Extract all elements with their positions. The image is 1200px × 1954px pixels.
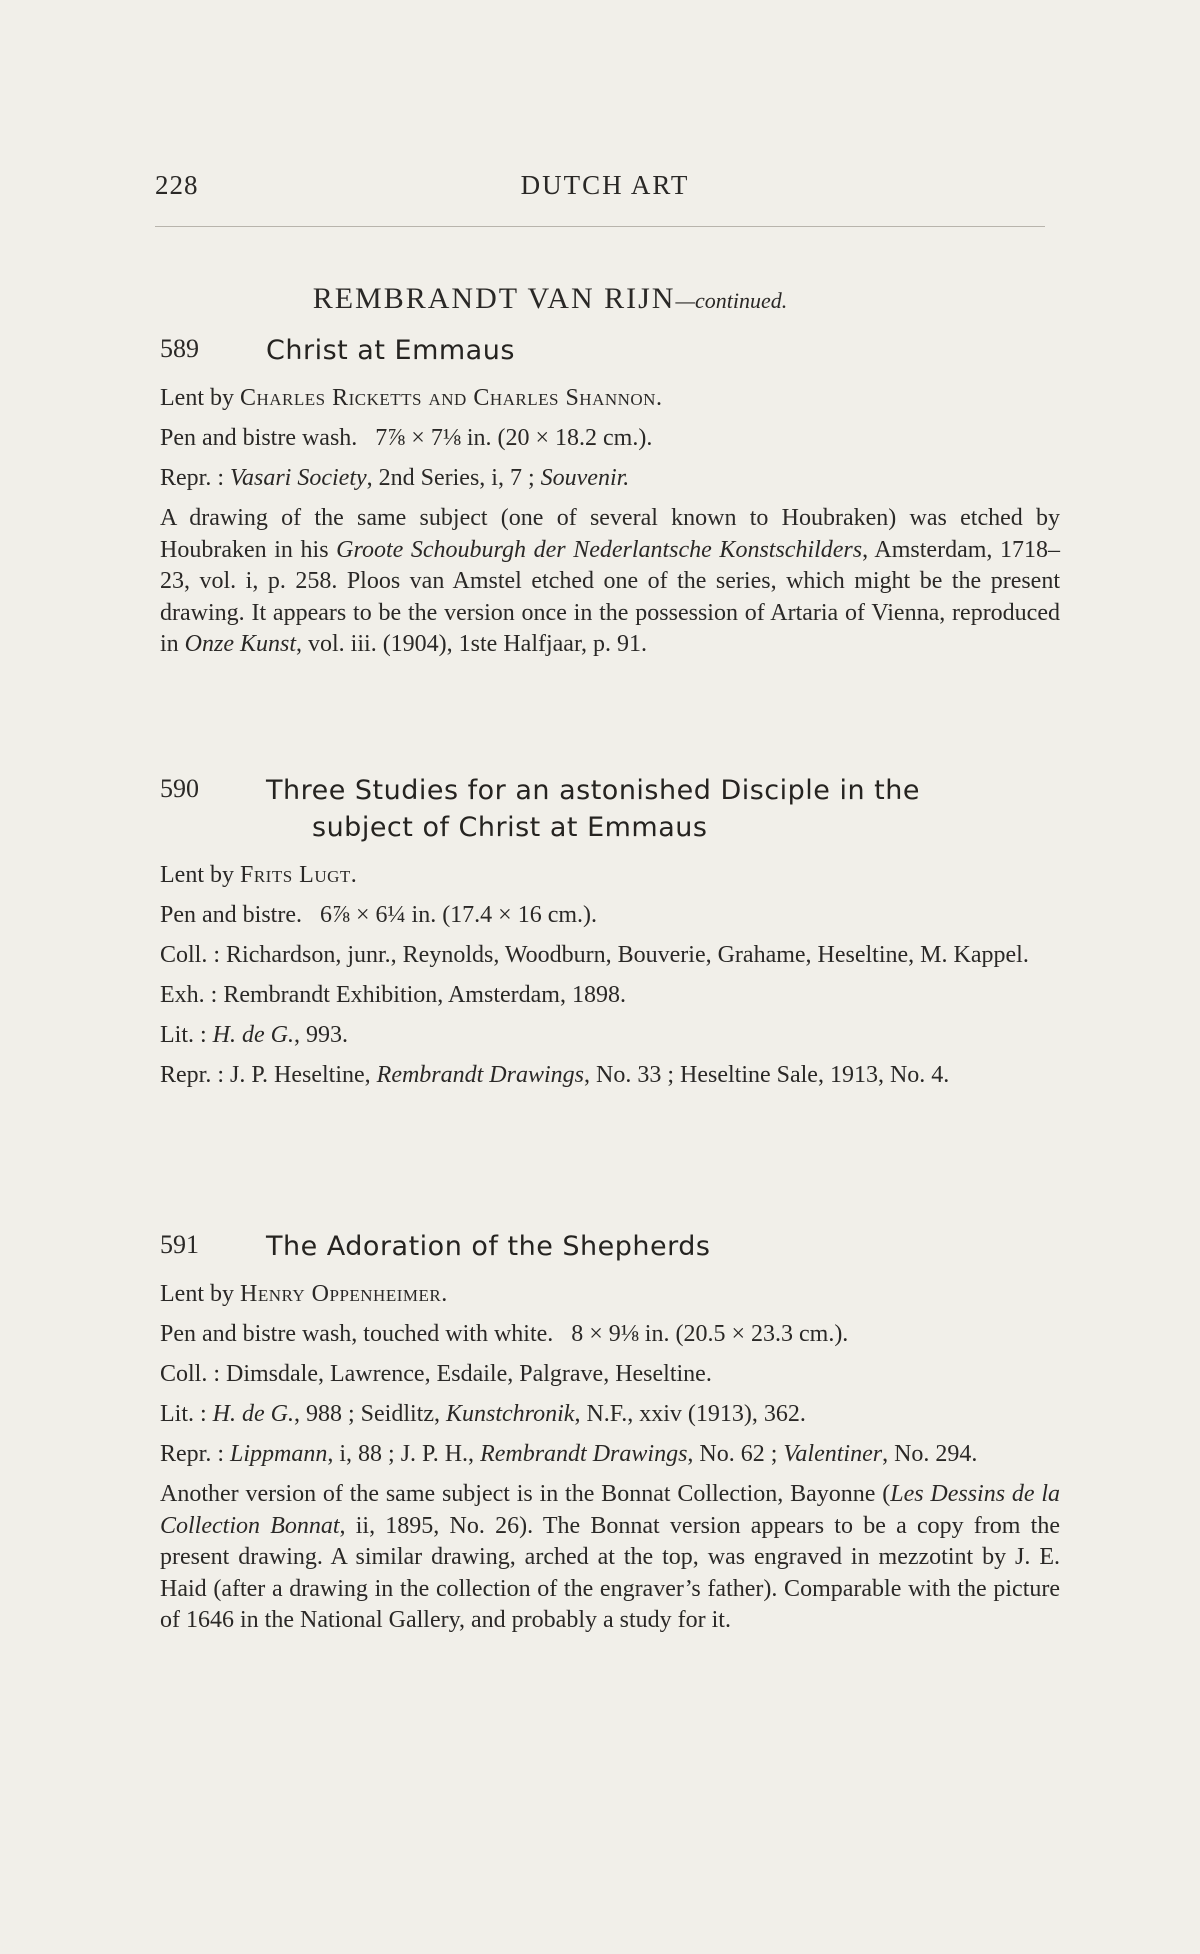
lit-title-1: H. de G. [212,1022,294,1048]
lender-line [160,383,1060,414]
lender-line [160,860,1060,891]
note-part-1: Another version of the same subject is in the Bonnat Collection, Bayonne ( [160,1481,891,1507]
running-head [155,170,1055,206]
repr-title-1: Vasari Society [230,465,367,491]
note-part-1: A drawing of the same subject (one of several known to Houbraken) was etched by Houbraken in his [160,505,1060,563]
entry-number: 591 [160,1230,199,1259]
lender-names: Frits Lugt. [239,862,358,888]
dimensions-text: 6⅞ × 6¼ in. (17.4 × 16 cm.). [319,902,598,928]
lent-by-label: Lent by [160,862,234,888]
repr-title-1: Rembrandt Drawings [376,1062,584,1088]
exhibition-line: Exh. : Rembrandt Exhibition, Amsterdam, 1898. [160,982,626,1008]
repr-title-5: Valentiner [783,1441,883,1467]
repr-detail-4: , No. 62 ; [687,1441,778,1467]
collection-line: Coll. : Richardson, junr., Reynolds, Woodburn, Bouverie, Grahame, Heseltine, M. Kappel. [160,942,1029,968]
entry-number: 590 [160,774,199,803]
entry-number: 589 [160,334,199,363]
note-part-2: Les Dessins de la Collection Bonnat [160,1481,1060,1539]
dimensions-text: 7⅞ × 7⅛ in. (20 × 18.2 cm.). [375,425,653,451]
catalogue-entry-590 [160,772,1060,1100]
reproduction-line [160,1439,1060,1470]
medium-text: Pen and bistre wash, touched with white. [160,1321,554,1347]
entry-heading [160,332,1060,369]
lit-detail-4: , N.F., xxiv (1913), 362. [574,1401,806,1427]
entry-heading [160,1228,1060,1265]
repr-label: Repr. : [160,465,224,491]
reproduction-line [160,463,1060,494]
lent-by-label: Lent by [160,385,234,411]
repr-title-3: Souvenir. [540,465,630,491]
repr-detail-2: , i, 88 ; J. P. H., [327,1441,475,1467]
reproduction-line [160,1060,1060,1091]
lit-title-3: Kunstchronik [446,1401,575,1427]
repr-detail-6: , No. 294. [882,1441,978,1467]
header-rule [155,226,1045,227]
entry-title: Christ at Emmaus [266,335,515,366]
note-part-2: Groote Schouburgh der Nederlantsche Konstschilders [336,536,863,563]
collection-line: Coll. : Dimsdale, Lawrence, Esdaile, Palgrave, Heseltine. [160,1361,712,1387]
repr-detail-2: , 2nd Series, i, 7 ; [366,465,535,491]
note-part-5: , vol. iii. (1904), 1ste Halfjaar, p. 91. [296,631,647,657]
repr-label: Repr. : [160,1441,224,1467]
entry-title-line-2: subject of Christ at Emmaus [312,812,708,843]
running-title: DUTCH ART [520,170,690,200]
lender-names: Henry Oppenheimer. [239,1281,448,1307]
repr-title-3: Rembrandt Drawings [480,1441,688,1467]
literature-line [160,1399,1060,1430]
medium-text: Pen and bistre. [160,902,302,928]
repr-title-1: Lippmann [230,1441,328,1467]
lit-label: Lit. : [160,1401,207,1427]
entry-heading [160,772,1060,846]
repr-detail-2: , No. 33 ; Heseltine Sale, 1913, No. 4. [584,1062,950,1088]
lender-line [160,1279,1060,1310]
lit-detail-2: , 988 ; Seidlitz, [294,1401,440,1427]
catalogue-entry-591 [160,1228,1060,1637]
entry-title: The Adoration of the Shepherds [266,1231,711,1262]
lit-label: Lit. : [160,1022,207,1048]
note-part-3: , ii, 1895, No. 26). The Bonnat version appears to be a copy from the present drawing. A similar drawing, arched at the top, was engraved in mezzotint by J. E. Haid (after a drawing in the collection of the engraver’s father). Comparable with the picture of 1646 in the National Gallery, and probably a study for it. [160,1512,1060,1633]
literature-line [160,1020,1060,1051]
lent-by-label: Lent by [160,1281,234,1307]
continued-label: —continued. [675,288,788,313]
dimensions-text: 8 × 9⅛ in. (20.5 × 23.3 cm.). [571,1321,849,1347]
lit-detail-2: , 993. [294,1022,348,1048]
entry-note [160,503,1060,661]
note-part-3: , Amsterdam, 1718–23, vol. i, p. 258. Ploos van Amstel etched one of the series, which might be the present drawing. It appears to be the version once in the possession of Artaria of Vienna, reproduced in [160,536,1060,657]
section-heading [160,282,940,316]
lender-names: Charles Ricketts and Charles Shannon. [239,385,663,411]
page-number: 228 [155,170,199,200]
entry-title-line-1: Three Studies for an astonished Disciple in the [266,775,920,806]
catalogue-entry-589 [160,332,1060,661]
lit-title-1: H. de G. [212,1401,294,1427]
medium-line [160,423,1060,454]
medium-line [160,900,1060,931]
artist-name: REMBRANDT VAN RIJN [312,282,676,315]
repr-label: Repr. : J. P. Heseltine, [160,1062,371,1088]
medium-line [160,1319,1060,1350]
medium-text: Pen and bistre wash. [160,425,358,451]
note-part-4: Onze Kunst [184,631,297,657]
entry-note [160,1479,1060,1637]
